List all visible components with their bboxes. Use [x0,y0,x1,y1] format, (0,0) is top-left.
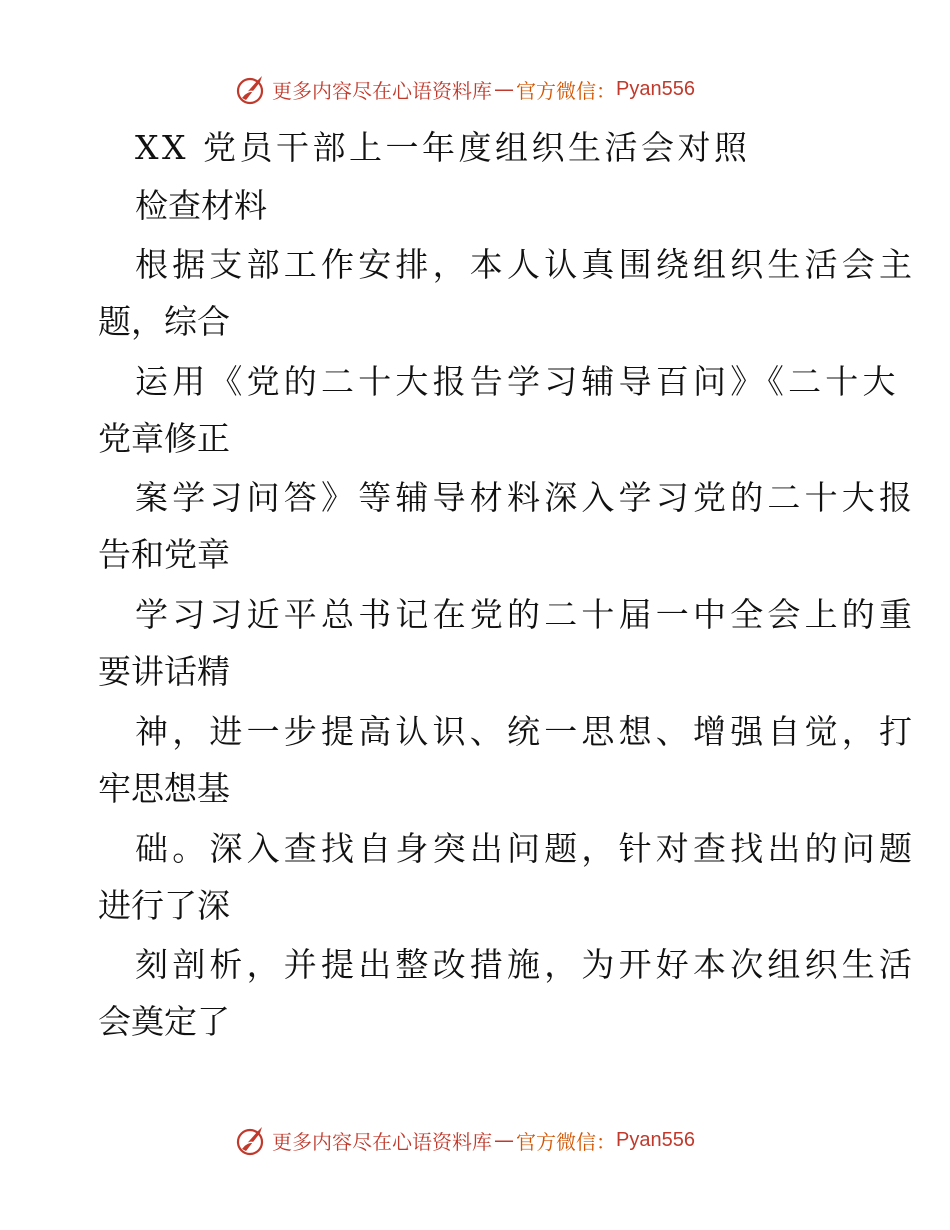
doc-line: 告和党章 [98,535,230,574]
watermark-separator: — [494,77,514,101]
quill-logo-icon [236,1123,266,1157]
doc-line: 案学习问答》等辅导材料深入学习党的二十大报 [135,478,917,517]
doc-line: 要讲话精 [98,652,230,691]
doc-line: 刻剖析，并提出整改措施，为开好本次组织生活 [135,945,917,984]
watermark-text: 更多内容尽在心语资料库 [272,1129,492,1154]
doc-line: 党章修正 [98,419,230,458]
watermark-footer [236,1123,695,1157]
watermark-header [236,72,695,106]
doc-line: 神，进一步提高认识、统一思想、增强自觉，打 [135,712,917,751]
watermark-separator: — [494,1128,514,1152]
doc-line: 础。深入查找自身突出问题，针对查找出的问题 [135,829,917,868]
doc-line: 学习习近平总书记在党的二十届一中全会上的重 [135,595,917,634]
watermark-account: Pyan556 [616,77,695,100]
doc-line: 牢思想基 [98,769,230,808]
doc-line: 进行了深 [98,886,230,925]
watermark-text: 更多内容尽在心语资料库 [272,78,492,103]
doc-line: 会奠定了 [98,1002,230,1041]
doc-line: 题，综合 [98,302,230,341]
watermark-prefix: 官方微信： [516,1129,616,1154]
doc-title-line-1: XX 党员干部上一年度组织生活会对照 [135,128,751,167]
doc-line: 根据支部工作安排，本人认真围绕组织生活会主 [135,245,917,284]
watermark-account: Pyan556 [616,1128,695,1151]
quill-logo-icon [236,72,266,106]
watermark-prefix: 官方微信： [516,78,616,103]
doc-line: 运用《党的二十大报告学习辅导百问》《二十大 [135,362,900,401]
doc-title-line-2: 检查材料 [135,186,267,225]
